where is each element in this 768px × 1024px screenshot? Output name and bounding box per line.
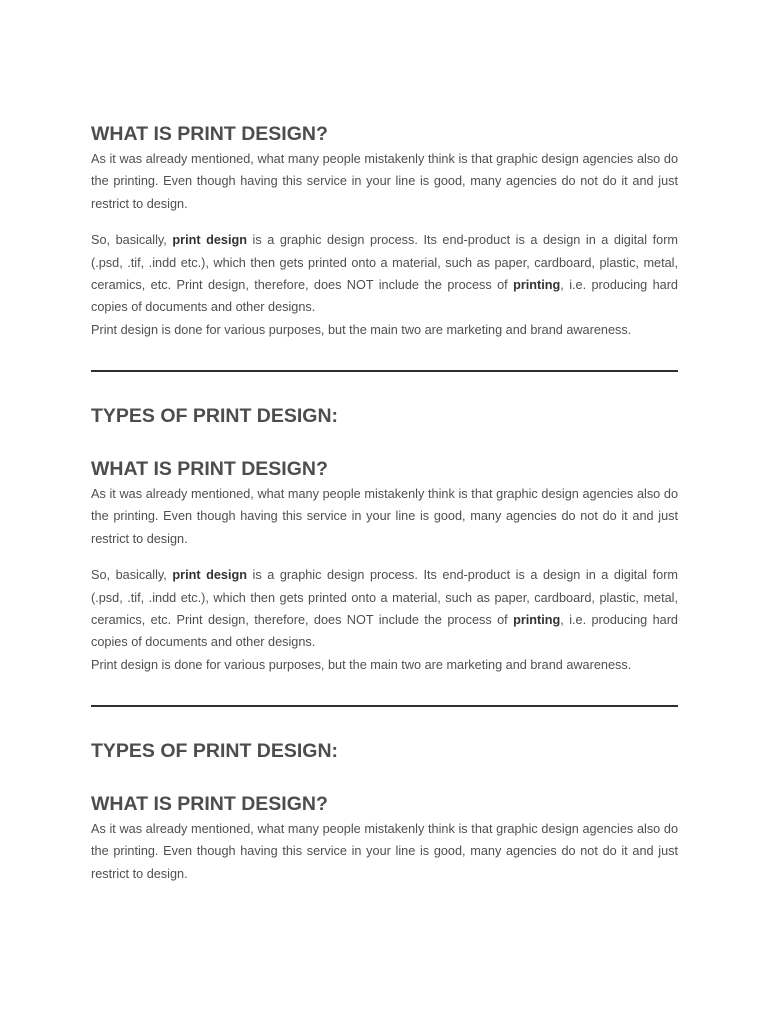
intro-paragraph: As it was already mentioned, what many people mistakenly think is that graphic design agencies also do the printing. Even though having this service in your line is good, many agencies do not do it and just restrict to design. (91, 822, 678, 881)
purpose-paragraph: Print design is done for various purposes, but the main two are marketing and brand awareness. (91, 322, 632, 337)
section-1 (91, 122, 678, 341)
section-heading: WHAT IS PRINT DESIGN? (91, 793, 328, 815)
section-heading: WHAT IS PRINT DESIGN? (91, 458, 328, 480)
bold-term: printing (513, 278, 561, 293)
types-heading: TYPES OF PRINT DESIGN: (91, 405, 339, 427)
purpose-paragraph: Print design is done for various purposes, but the main two are marketing and brand awareness. (91, 657, 632, 672)
definition-paragraph: So, basically, print design is a graphic design process. Its end-product is a design in a digital form (.psd, .tif, .indd etc.), which then gets printed onto a material, such as paper, cardboard, plastic, metal, ceramics, etc. Print design, therefore, does NOT include the process of printing, i.e. producing hard copies of documents and other designs. (91, 233, 678, 315)
bold-term: print design (172, 233, 247, 248)
section-divider (91, 705, 678, 707)
section-3 (91, 792, 678, 885)
intro-paragraph: As it was already mentioned, what many people mistakenly think is that graphic design agencies also do the printing. Even though having this service in your line is good, many agencies do not do it and just restrict to design. (91, 487, 678, 546)
types-heading-block-2 (91, 739, 678, 763)
bold-term: print design (172, 568, 247, 583)
section-heading: WHAT IS PRINT DESIGN? (91, 123, 328, 145)
types-heading-block-1 (91, 404, 678, 428)
bold-term: printing (513, 613, 561, 628)
section-divider (91, 370, 678, 372)
section-2 (91, 457, 678, 676)
intro-paragraph: As it was already mentioned, what many people mistakenly think is that graphic design agencies also do the printing. Even though having this service in your line is good, many agencies do not do it and just restrict to design. (91, 152, 678, 211)
types-heading: TYPES OF PRINT DESIGN: (91, 740, 339, 762)
definition-paragraph: So, basically, print design is a graphic design process. Its end-product is a design in a digital form (.psd, .tif, .indd etc.), which then gets printed onto a material, such as paper, cardboard, plastic, metal, ceramics, etc. Print design, therefore, does NOT include the process of printing, i.e. producing hard copies of documents and other designs. (91, 568, 678, 650)
